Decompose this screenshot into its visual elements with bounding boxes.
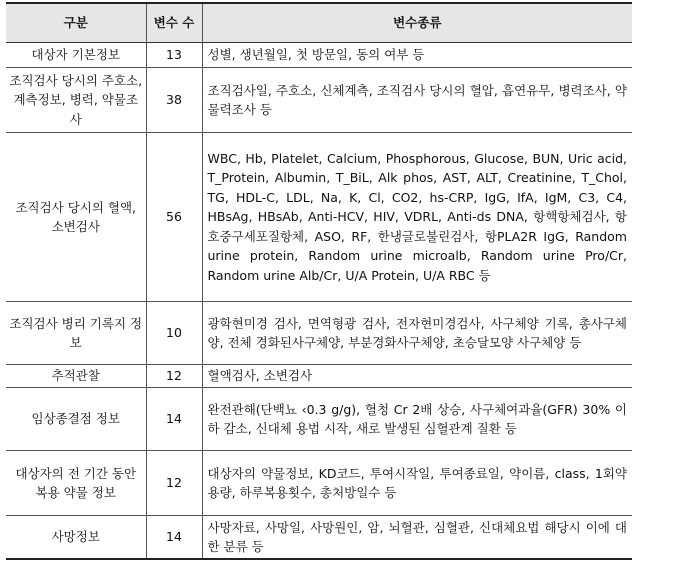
row-count: 10 <box>146 302 202 365</box>
row-category: 추적관찰 <box>6 365 146 388</box>
row-category: 대상자 기본정보 <box>6 43 146 68</box>
header-category: 구분 <box>6 3 146 43</box>
row-count: 12 <box>146 451 202 516</box>
table-row <box>6 451 632 516</box>
row-count: 12 <box>146 365 202 388</box>
table-row <box>6 388 632 451</box>
row-variables: 성별, 생년월일, 첫 방문일, 동의 여부 등 <box>202 43 632 68</box>
row-variables: 완전관해(단백뇨 ‹0.3 g/g), 혈청 Cr 2배 상승, 사구체여과율(GFR) 30% 이하 감소, 신대체 용법 시작, 새로 발생된 심혈관계 질환 등 <box>202 388 632 451</box>
row-category: 조직검사 병리 기록지 정보 <box>6 302 146 365</box>
table-row <box>6 302 632 365</box>
table-row <box>6 133 632 302</box>
header-variables: 변수종류 <box>202 3 632 43</box>
table-row <box>6 68 632 133</box>
row-count: 13 <box>146 43 202 68</box>
table-header-row <box>6 3 632 43</box>
row-variables: 조직검사일, 주호소, 신체계측, 조직검사 당시의 혈압, 흡연유무, 병력조사, 약물력조사 등 <box>202 68 632 133</box>
header-count: 변수 수 <box>146 3 202 43</box>
row-count: 14 <box>146 516 202 560</box>
row-category: 대상자의 전 기간 동안 복용 약물 정보 <box>6 451 146 516</box>
table-row <box>6 43 632 68</box>
row-variables: WBC, Hb, Platelet, Calcium, Phosphorous, Glucose, BUN, Uric acid, T_Protein, Albumin, T_BiL, Alk phos, AST, ALT, Creatinine, T_Chol, TG, HDL-C, LDL, Na, K, Cl, CO2, hs-CRP, IgG, IfA, IgM, C3, C4, HBsAg, HBsAb, Anti-HCV, HIV, VDRL, Anti-ds DNA, 항핵항체검사, 항호중구세포질항체, ASO, RF, 한냉글로불린검사, 항PLA2R IgG, Random urine protein, Random urine microalb, Random urine Pro/Cr, Random urine Alb/Cr, U/A Protein, U/A RBC 등 <box>202 133 632 302</box>
row-category: 임상종결점 정보 <box>6 388 146 451</box>
table-row <box>6 365 632 388</box>
row-count: 38 <box>146 68 202 133</box>
row-variables: 광학현미경 검사, 면역형광 검사, 전자현미경검사, 사구체양 기록, 총사구체양, 전체 경화된사구체양, 부분경화사구체양, 초승달모양 사구체양 등 <box>202 302 632 365</box>
variable-table <box>6 2 632 560</box>
row-variables: 대상자의 약물정보, KD코드, 투여시작일, 투여종료일, 약이름, class, 1회약용량, 하루복용횟수, 총처방일수 등 <box>202 451 632 516</box>
row-category: 조직검사 당시의 주호소, 계측정보, 병력, 약물조사 <box>6 68 146 133</box>
row-count: 14 <box>146 388 202 451</box>
row-variables: 사망자료, 사망일, 사망원인, 암, 뇌혈관, 심혈관, 신대체요법 해당시 이에 대한 분류 등 <box>202 516 632 560</box>
row-category: 조직검사 당시의 혈액, 소변검사 <box>6 133 146 302</box>
row-category: 사망정보 <box>6 516 146 560</box>
variable-table-container <box>6 2 632 560</box>
table-row <box>6 516 632 560</box>
row-count: 56 <box>146 133 202 302</box>
row-variables: 혈액검사, 소변검사 <box>202 365 632 388</box>
